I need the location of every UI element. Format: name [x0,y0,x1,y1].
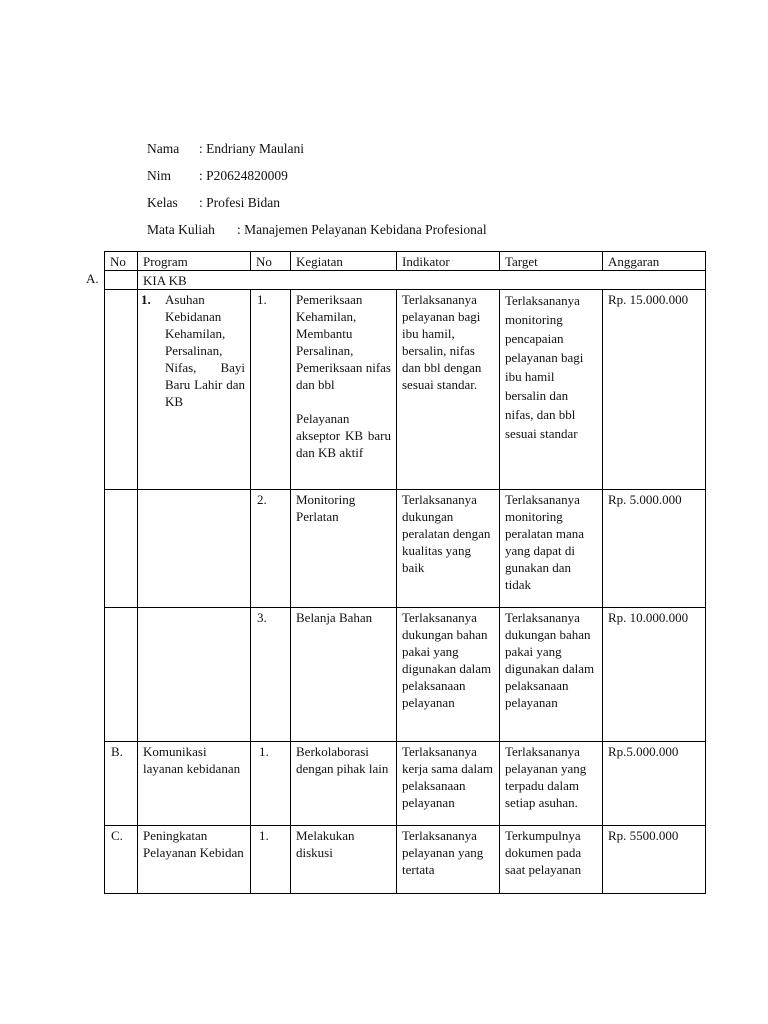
col-header-anggaran: Anggaran [603,252,706,271]
course-value: : Manajemen Pelayanan Kebidana Profesional [237,222,487,237]
table-row [105,826,706,894]
activity-number: 1. [251,742,291,826]
row-number: B. [105,742,138,826]
col-header-indikator: Indikator [397,252,500,271]
table-cell [138,608,251,742]
target-cell: Terlaksananya pelayanan yang terpadu dalam setiap asuhan. [500,742,603,826]
section-a-row [105,271,706,290]
nim-label: Nim [147,168,172,183]
table-row [105,290,706,490]
student-class-line [147,194,280,211]
kegiatan-cell: Berkolaborasi dengan pihak lain [291,742,397,826]
activity-number: 3. [251,608,291,742]
nim-value: : P20624820009 [199,168,288,183]
program-text: Asuhan Kebidanan Kehamilan, Persalinan, Nifas, Bayi Baru Lahir dan KB [165,292,245,409]
activity-number: 1. [251,826,291,894]
col-header-target: Target [500,252,603,271]
kegiatan-cell: Belanja Bahan [291,608,397,742]
course-line [147,221,487,238]
section-a-label: A. [86,271,99,286]
indikator-cell: Terlaksananya pelayanan bagi ibu hamil, bersalin, nifas dan bbl dengan sesuai standar. [397,290,500,490]
table-cell [105,490,138,608]
table-row [105,742,706,826]
name-value: : Endriany Maulani [199,141,304,156]
col-header-program: Program [138,252,251,271]
table-header-row [105,252,706,271]
row-number: C. [105,826,138,894]
table-cell [138,490,251,608]
anggaran-cell: Rp. 5500.000 [603,826,706,894]
class-value: : Profesi Bidan [199,195,280,210]
kegiatan-cell [291,290,397,490]
table-row [105,490,706,608]
course-label: Mata Kuliah [147,222,215,237]
kegiatan-cell: Melakukan diskusi [291,826,397,894]
col-header-kegiatan: Kegiatan [291,252,397,271]
section-a-title: KIA KB [138,271,706,290]
table-cell [105,608,138,742]
target-cell: Terkumpulnya dokumen pada saat pelayanan [500,826,603,894]
col-header-no: No [105,252,138,271]
kegiatan-text: Pemeriksaan Kehamilan, Membantu Persalinan, Pemeriksaan nifas dan bbl [296,292,391,392]
indikator-cell: Terlaksananya pelayanan yang tertata [397,826,500,894]
program-number: 1. [141,292,151,307]
student-nim-line [147,167,288,184]
anggaran-cell: Rp. 15.000.000 [603,290,706,490]
table-cell [105,290,138,490]
target-cell: Terlaksananya monitoring pencapaian pelayanan bagi ibu hamil bersalin dan nifas, dan bbl sesuai standar [500,290,603,490]
activity-number: 1. [251,290,291,490]
kegiatan-cell: Monitoring Perlatan [291,490,397,608]
name-label: Nama [147,141,180,156]
target-cell: Terlaksananya dukungan bahan pakai yang digunakan dalam pelaksanaan pelayanan [500,608,603,742]
activity-plan-table [104,251,706,894]
indikator-cell: Terlaksananya dukungan peralatan dengan kualitas yang baik [397,490,500,608]
anggaran-cell: Rp. 10.000.000 [603,608,706,742]
table-cell [105,271,138,290]
indikator-cell: Terlaksananya dukungan bahan pakai yang digunakan dalam pelaksanaan pelayanan [397,608,500,742]
target-cell: Terlaksananya monitoring peralatan mana yang dapat di gunakan dan tidak [500,490,603,608]
kegiatan-text-2: Pelayanan akseptor KB baru dan KB aktif [296,411,391,460]
program-text: Komunikasi layanan kebidanan [138,742,251,826]
program-cell [138,290,251,490]
anggaran-cell: Rp.5.000.000 [603,742,706,826]
program-text: Peningkatan Pelayanan Kebidan [138,826,251,894]
class-label: Kelas [147,195,178,210]
col-header-no-2: No [251,252,291,271]
indikator-cell: Terlaksananya kerja sama dalam pelaksanaan pelayanan [397,742,500,826]
activity-number: 2. [251,490,291,608]
student-name-line [147,140,304,157]
table-row [105,608,706,742]
anggaran-cell: Rp. 5.000.000 [603,490,706,608]
